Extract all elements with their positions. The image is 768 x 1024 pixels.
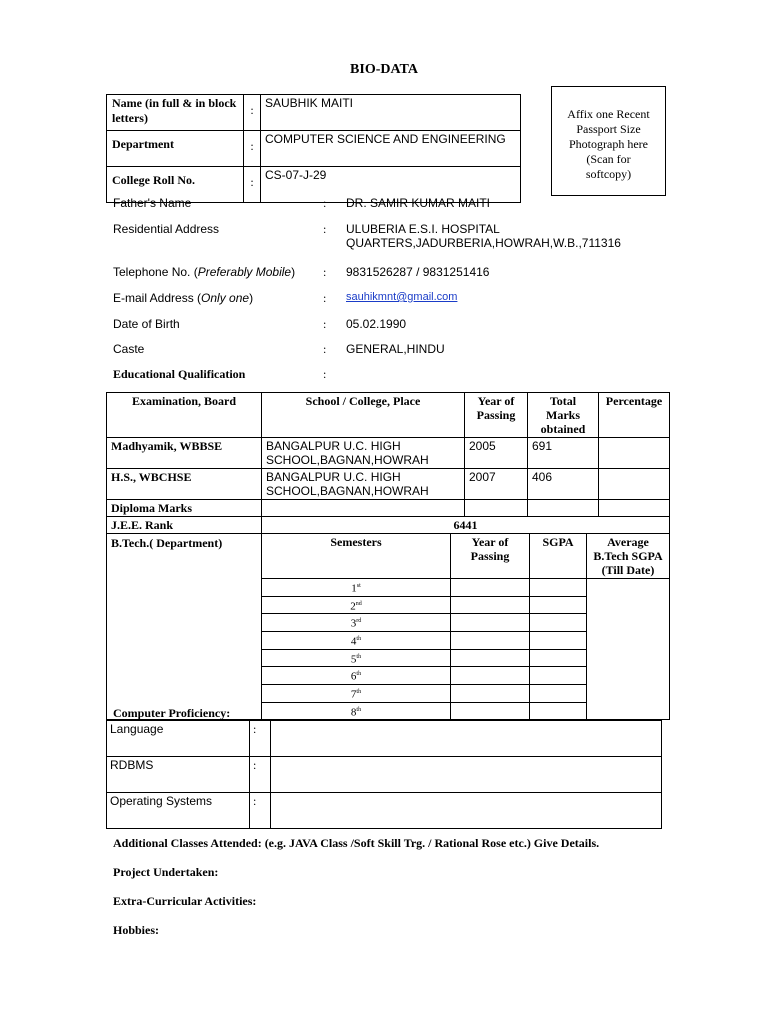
father-label: Father's Name — [113, 196, 192, 210]
semester-sgpa-cell[interactable] — [530, 649, 587, 667]
diploma-total-cell[interactable] — [528, 500, 599, 517]
header-year: Year of Passing — [465, 393, 528, 438]
extra-curricular-heading: Extra-Curricular Activities: — [113, 894, 257, 908]
additional-classes-heading: Additional Classes Attended: (e.g. JAVA Class /Soft Skill Trg. / Rational Rose etc.) Give Details. — [113, 836, 600, 850]
email-colon: : — [323, 291, 327, 305]
rdbms-label: RDBMS — [107, 757, 250, 793]
semester-label: 7th — [262, 684, 451, 702]
diploma-school-cell[interactable] — [262, 500, 465, 517]
department-label: Department — [107, 131, 244, 167]
total-cell[interactable]: 691 — [528, 438, 599, 469]
semester-row — [262, 579, 669, 597]
address-colon: : — [323, 222, 327, 236]
exam-cell: Madhyamik, WBBSE — [107, 438, 262, 469]
dob-colon: : — [323, 317, 327, 331]
semester-rows — [262, 579, 669, 720]
phone-label: Telephone No. (Preferably Mobile) — [113, 265, 296, 279]
semester-row — [262, 614, 669, 632]
project-heading: Project Undertaken: — [113, 865, 219, 879]
photo-line: softcopy) — [585, 167, 632, 181]
header-sem-year: Year of Passing — [451, 534, 530, 579]
btech-label: B.Tech.( Department) — [107, 534, 262, 720]
caste-colon: : — [323, 342, 327, 356]
semester-sgpa-cell[interactable] — [530, 631, 587, 649]
header-school: School / College, Place — [262, 393, 465, 438]
percentage-cell[interactable] — [599, 469, 670, 500]
rdbms-value[interactable] — [271, 757, 662, 793]
jee-label: J.E.E. Rank — [107, 517, 262, 534]
btech-container — [262, 534, 670, 720]
os-label: Operating Systems — [107, 793, 250, 829]
name-colon: : — [244, 95, 261, 131]
diploma-label: Diploma Marks — [107, 500, 262, 517]
semester-year-cell[interactable] — [451, 579, 530, 597]
caste-value[interactable]: GENERAL,HINDU — [346, 342, 445, 356]
computer-heading: Computer Proficiency: — [113, 706, 231, 720]
year-cell[interactable]: 2005 — [465, 438, 528, 469]
semester-sgpa-cell[interactable] — [530, 614, 587, 632]
semester-label: 5th — [262, 649, 451, 667]
semester-row — [262, 702, 669, 719]
os-colon: : — [250, 793, 271, 829]
phone-value[interactable]: 9831526287 / 9831251416 — [346, 265, 490, 279]
education-colon: : — [323, 367, 327, 381]
semester-year-cell[interactable] — [451, 649, 530, 667]
address-line2[interactable]: QUARTERS,JADURBERIA,HOWRAH,W.B.,711316 — [346, 236, 621, 250]
father-value[interactable]: DR. SAMIR KUMAR MAITI — [346, 196, 491, 210]
semester-table — [262, 534, 669, 719]
semester-sgpa-cell[interactable] — [530, 702, 587, 719]
semester-sgpa-cell[interactable] — [530, 684, 587, 702]
semester-year-cell[interactable] — [451, 614, 530, 632]
school-cell[interactable]: BANGALPUR U.C. HIGH SCHOOL,BAGNAN,HOWRAH — [262, 438, 465, 469]
diploma-percentage-cell[interactable] — [599, 500, 670, 517]
education-table — [106, 392, 670, 720]
header-exam: Examination, Board — [107, 393, 262, 438]
semester-year-cell[interactable] — [451, 631, 530, 649]
dob-value[interactable]: 05.02.1990 — [346, 317, 407, 331]
semester-sgpa-cell[interactable] — [530, 579, 587, 597]
header-sgpa: SGPA — [530, 534, 587, 579]
semester-label: 1st — [262, 579, 451, 597]
semester-year-cell[interactable] — [451, 702, 530, 719]
semester-row — [262, 649, 669, 667]
language-value[interactable] — [271, 721, 662, 757]
hobbies-heading: Hobbies: — [113, 923, 160, 937]
semester-year-cell[interactable] — [451, 684, 530, 702]
school-cell[interactable]: BANGALPUR U.C. HIGH SCHOOL,BAGNAN,HOWRAH — [262, 469, 465, 500]
semester-year-cell[interactable] — [451, 596, 530, 614]
address-line1[interactable]: ULUBERIA E.S.I. HOSPITAL — [346, 222, 500, 236]
header-average-sgpa: Average B.Tech SGPA (Till Date) — [587, 534, 670, 579]
dob-label: Date of Birth — [113, 317, 180, 331]
language-colon: : — [250, 721, 271, 757]
address-label: Residential Address — [113, 222, 220, 236]
email-link[interactable]: sauhikmnt@gmail.com — [346, 291, 458, 303]
semester-row — [262, 631, 669, 649]
roll-label: College Roll No. — [107, 167, 244, 203]
semester-year-cell[interactable] — [451, 667, 530, 685]
semester-sgpa-cell[interactable] — [530, 667, 587, 685]
os-value[interactable] — [271, 793, 662, 829]
semester-label: 6th — [262, 667, 451, 685]
name-value[interactable]: SAUBHIK MAITI — [261, 95, 521, 131]
identity-table — [106, 94, 521, 203]
percentage-cell[interactable] — [599, 438, 670, 469]
header-total: Total Marks obtained — [528, 393, 599, 438]
language-label: Language — [107, 721, 250, 757]
jee-rank-value[interactable]: 6441 — [262, 517, 670, 534]
phone-colon: : — [323, 265, 327, 279]
caste-label: Caste — [113, 342, 145, 356]
semester-sgpa-cell[interactable] — [530, 596, 587, 614]
semester-label: 8th — [262, 702, 451, 719]
rdbms-colon: : — [250, 757, 271, 793]
name-label: Name (in full & in block letters) — [107, 95, 244, 131]
semester-row — [262, 667, 669, 685]
photo-line: Photograph here — [569, 137, 648, 151]
photo-line: Affix one Recent — [567, 107, 650, 121]
semester-row — [262, 596, 669, 614]
education-heading: Educational Qualification — [113, 367, 246, 381]
semester-label: 2nd — [262, 596, 451, 614]
total-cell[interactable]: 406 — [528, 469, 599, 500]
semester-label: 4th — [262, 631, 451, 649]
semester-label: 3rd — [262, 614, 451, 632]
semester-row — [262, 684, 669, 702]
father-colon: : — [323, 196, 327, 210]
roll-colon: : — [244, 167, 261, 203]
roll-value[interactable]: CS-07-J-29 — [261, 167, 521, 203]
photo-line: (Scan for — [586, 152, 631, 166]
header-semesters: Semesters — [262, 534, 451, 579]
year-cell[interactable]: 2007 — [465, 469, 528, 500]
exam-cell: H.S., WBCHSE — [107, 469, 262, 500]
email-label: E-mail Address (Only one) — [113, 291, 254, 305]
header-percentage: Percentage — [599, 393, 670, 438]
department-value[interactable]: COMPUTER SCIENCE AND ENGINEERING — [261, 131, 521, 167]
photo-line: Passport Size — [576, 122, 641, 136]
page-title: BIO-DATA — [350, 62, 418, 77]
computer-table — [106, 720, 662, 829]
diploma-year-cell[interactable] — [465, 500, 528, 517]
photo-placeholder — [551, 86, 666, 196]
department-colon: : — [244, 131, 261, 167]
